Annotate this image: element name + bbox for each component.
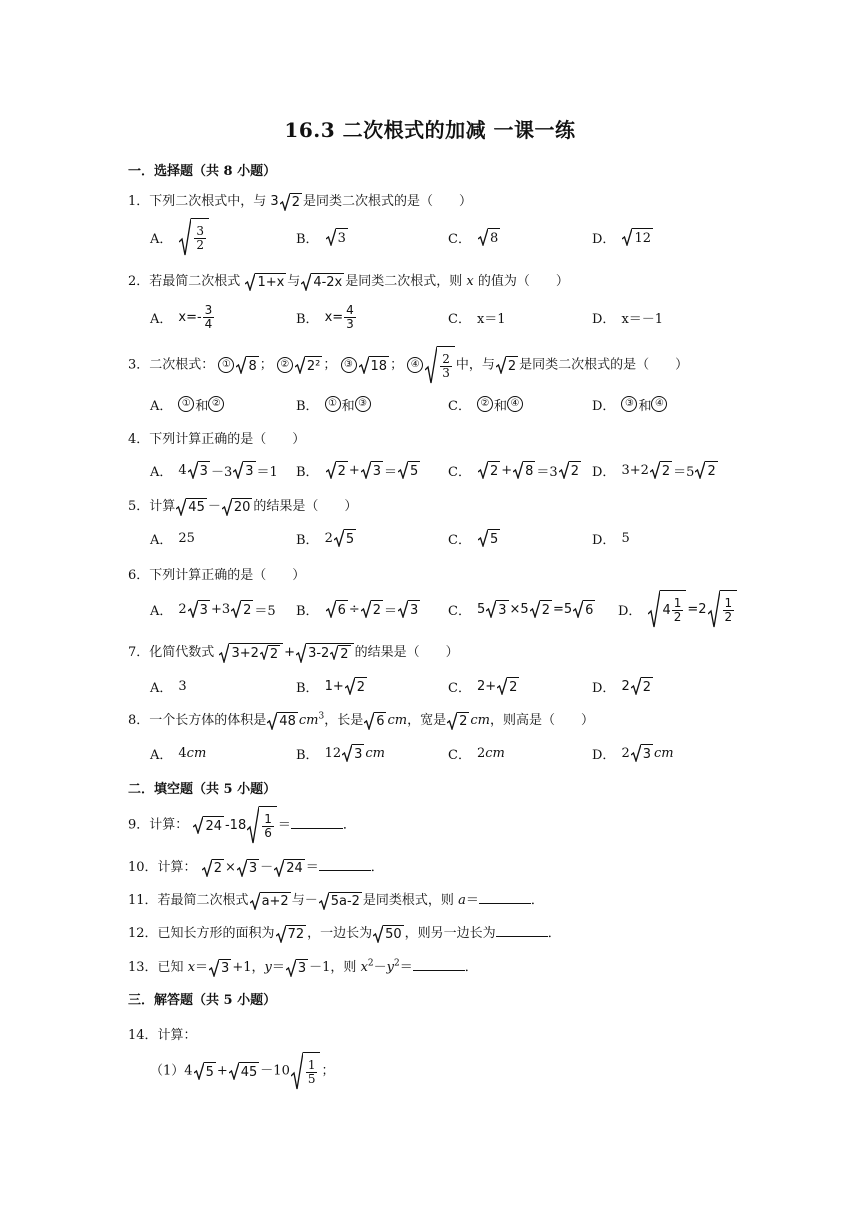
option-d[interactable]: D． 12 bbox=[592, 217, 654, 257]
option-a[interactable]: A． 4 3 －3 3 ＝1 bbox=[150, 462, 278, 480]
question-14-part-1: （1）4 5 + 45 －10 $\frac{1}{5}$ ； bbox=[150, 1052, 335, 1090]
option-a[interactable]: A． 25 bbox=[150, 530, 195, 548]
answer-blank[interactable] bbox=[319, 858, 371, 871]
question-3-options bbox=[150, 384, 750, 424]
option-b[interactable]: B． 3 bbox=[296, 217, 349, 257]
question-2: 2．若最简二次根式 1+x 与 4-2x 是同类二次根式，则 x 的值为（ ） bbox=[128, 274, 569, 290]
question-5: 5．计算 45 － 20 的结果是（ ） bbox=[128, 499, 358, 515]
option-a[interactable]: A． 3 bbox=[150, 678, 187, 696]
answer-blank[interactable] bbox=[479, 891, 531, 904]
question-11: 11．若最简二次根式 a+2 与－ 5a-2 是同类根式，则 a＝ ． bbox=[128, 893, 544, 909]
option-c[interactable]: C． 2 + 8 ＝3 2 bbox=[448, 462, 579, 480]
question-4: 4．下列计算正确的是（ ） bbox=[128, 432, 306, 447]
question-7: 7．化简代数式 3+2 2 + 3-2 2 的结果是（ ） bbox=[128, 641, 459, 663]
option-a[interactable]: A． ① 和 ② bbox=[150, 384, 225, 424]
option-d[interactable]: D． 4 $\frac{1}{2}$ =2 $\frac{1}{2}$ bbox=[618, 589, 738, 629]
option-c[interactable]: C． x＝1 bbox=[448, 311, 506, 327]
answer-blank[interactable] bbox=[291, 816, 343, 829]
option-b[interactable]: B． 12 3 cm bbox=[296, 745, 385, 763]
option-b[interactable]: B． 6 ÷ 2 ＝ 3 bbox=[296, 601, 419, 619]
option-b[interactable]: B． 2 + 3 ＝ 5 bbox=[296, 462, 419, 480]
question-1-options bbox=[150, 217, 750, 257]
option-c[interactable]: C． 8 bbox=[448, 217, 501, 257]
question-1: 1．下列二次根式中，与 3 2 是同类二次根式的是（ ） bbox=[128, 194, 472, 210]
option-c[interactable]: C． 5 3 ×5 2 =5 6 bbox=[448, 601, 594, 619]
option-c[interactable]: C． ② 和 ④ bbox=[448, 384, 524, 424]
question-12: 12．已知长方形的面积为 72 ，一边长为 50 ，则另一边长为 ． bbox=[128, 926, 561, 942]
radical: 2 bbox=[280, 193, 302, 211]
question-7-options bbox=[150, 666, 750, 706]
question-8-options bbox=[150, 733, 750, 773]
option-d[interactable]: D． 5 bbox=[592, 530, 630, 548]
question-6-options bbox=[150, 589, 750, 629]
question-4-options bbox=[150, 450, 750, 490]
option-b[interactable]: B． 2 5 bbox=[296, 530, 355, 548]
answer-blank[interactable] bbox=[496, 924, 548, 937]
section-heading-solve: 三．解答题（共 5 小题） bbox=[128, 993, 277, 1008]
question-9: 9．计算： 24 -18 $\frac{1}{6}$ ＝ ． bbox=[128, 806, 356, 844]
option-c[interactable]: C． 2 cm bbox=[448, 745, 505, 763]
question-3: 3．二次根式： ① 8 ； ② 2² ； ③ 18 ； ④ $\frac{2}{3}$ 中，与 2 是同类二次根式的是（ ） bbox=[128, 346, 688, 384]
question-5-options bbox=[150, 518, 750, 558]
option-d[interactable]: D． 2 3 cm bbox=[592, 745, 674, 763]
question-13: 13．已知 x＝ 3 +1，y＝ 3 －1，则 $x^2-y^2=$ ． bbox=[128, 958, 478, 976]
question-2-options bbox=[150, 297, 750, 337]
section-heading-choice: 一．选择题（共 8 小题） bbox=[128, 164, 277, 179]
option-a[interactable]: A． 4 cm bbox=[150, 745, 207, 763]
question-10: 10．计算： 2 × 3 － 24 ＝ ． bbox=[128, 860, 384, 876]
section-heading-fill: 二．填空题（共 5 小题） bbox=[128, 782, 277, 797]
answer-blank[interactable] bbox=[413, 958, 465, 971]
option-d[interactable]: D． ③ 和 ④ bbox=[592, 384, 668, 424]
option-c[interactable]: C． 5 bbox=[448, 518, 501, 558]
option-a[interactable]: A． 2 3 +3 2 ＝5 bbox=[150, 601, 276, 619]
question-14: 14．计算： bbox=[128, 1028, 197, 1043]
option-a[interactable]: A． $\frac{3}{2}$ bbox=[150, 217, 210, 257]
option-d[interactable]: D． 3+2 2 ＝5 2 bbox=[592, 462, 716, 480]
option-d[interactable]: D． 2 2 bbox=[592, 678, 651, 696]
question-6: 6．下列计算正确的是（ ） bbox=[128, 568, 306, 583]
option-b[interactable]: B． 1+ 2 bbox=[296, 678, 366, 696]
page-title: 16.3 二次根式的加减 一课一练 bbox=[284, 118, 576, 142]
question-8: 8．一个长方体的体积是 48 $cm^3$，长是 6 cm，宽是 2 cm，则高是（ ） bbox=[128, 711, 595, 729]
option-b[interactable]: B． ① 和 ③ bbox=[296, 384, 372, 424]
option-b[interactable]: B． x= $\frac{4}{3}$ bbox=[296, 302, 354, 331]
option-a[interactable]: A． x=- $\frac{3}{4}$ bbox=[150, 302, 213, 331]
option-d[interactable]: D． x＝－1 bbox=[592, 311, 664, 327]
option-c[interactable]: C． 2+ 2 bbox=[448, 678, 518, 696]
